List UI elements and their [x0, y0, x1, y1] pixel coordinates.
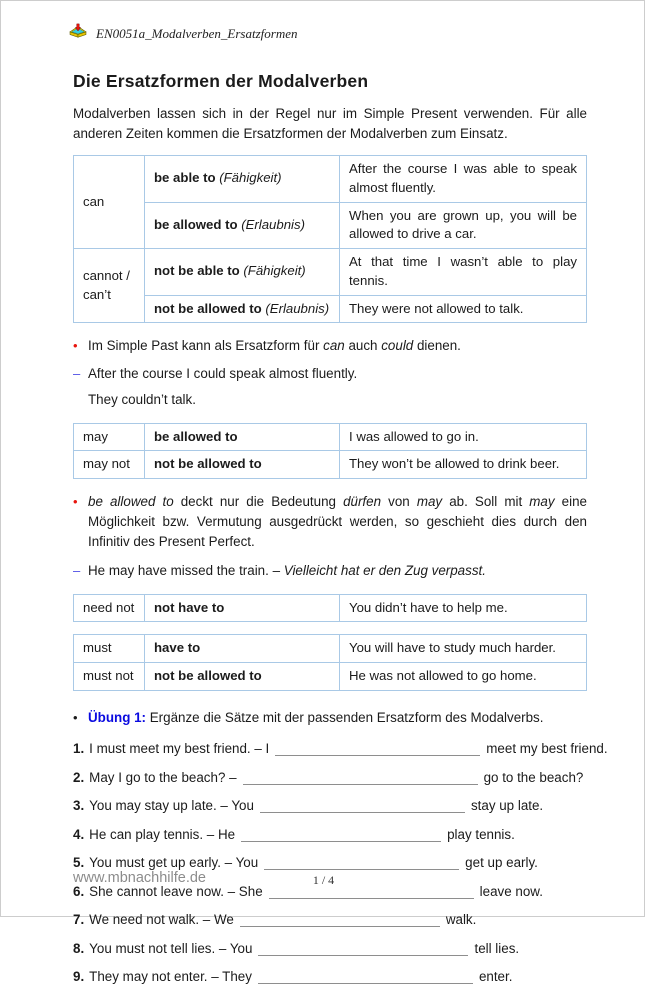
- item-sentence-pre: We need not walk. – We: [89, 912, 234, 928]
- example-cell: You will have to study much harder.: [340, 635, 587, 663]
- form-cell: have to: [145, 635, 340, 663]
- can-table: [73, 155, 587, 323]
- item-sentence-pre: She cannot leave now. – She: [89, 883, 263, 899]
- item-sentence-pre: You must not tell lies. – You: [89, 940, 253, 956]
- exercise-heading: [73, 708, 587, 728]
- item-sentence-post: leave now.: [479, 883, 543, 899]
- example-cell: I was allowed to go in.: [340, 423, 587, 451]
- item-sentence-pre: You must get up early. – You: [89, 855, 259, 871]
- item-number: 2.: [73, 769, 85, 785]
- red-bullet-icon: •: [73, 338, 78, 354]
- note-simple-past: [73, 336, 587, 356]
- table-row: [74, 295, 587, 323]
- form-cell: not be allowed to: [145, 451, 340, 479]
- example-line: [73, 364, 587, 384]
- book-logo-icon: [69, 23, 87, 44]
- modal-cell: must: [74, 635, 145, 663]
- table-row: [74, 635, 587, 663]
- note-text: be allowed to deckt nur die Bedeutung dürfen von may ab. Soll mit may eine Möglichkeit bzw. Vermutung ausgedrückt werden, so geschieht dies durch den Infinitiv des Present Perfect.: [88, 494, 587, 550]
- example-cell: At that time I wasn’t able to play tennis.: [340, 249, 587, 295]
- item-number: 1.: [73, 741, 85, 757]
- need-not-table: [73, 594, 587, 623]
- page-title: Die Ersatzformen der Modalverben: [73, 71, 369, 91]
- example-cell: When you are grown up, you will be allowed to drive a car.: [340, 202, 587, 248]
- intro-paragraph: Modalverben lassen sich in der Regel nur im Simple Present verwenden. Für alle anderen Zeiten kommen die Ersatzformen der Modalverben zum Einsatz.: [73, 106, 587, 141]
- table-row: [74, 594, 587, 622]
- modal-cell: may: [74, 423, 145, 451]
- item-sentence-post: stay up late.: [470, 798, 544, 814]
- exercise-item: [73, 770, 587, 785]
- exercise-item: [73, 798, 587, 813]
- black-bullet-icon: •: [73, 709, 78, 725]
- example-cell: They were not allowed to talk.: [340, 295, 587, 323]
- example-line: [73, 561, 587, 581]
- item-sentence-post: walk.: [445, 912, 477, 928]
- item-sentence-pre: May I go to the beach? –: [89, 769, 237, 785]
- table-row: [74, 249, 587, 295]
- table-row: [74, 662, 587, 690]
- item-sentence-post: play tennis.: [447, 826, 515, 842]
- item-number: 3.: [73, 798, 85, 814]
- item-number: 6.: [73, 883, 85, 899]
- table-row: [74, 451, 587, 479]
- document-header: [1, 1, 644, 44]
- item-sentence-post: get up early.: [465, 855, 538, 871]
- document-id: EN0051a_Modalverben_Ersatzformen: [96, 25, 298, 41]
- modal-cell: must not: [74, 662, 145, 690]
- fill-in-blank: [264, 856, 459, 870]
- modal-cell: can: [74, 156, 145, 249]
- item-number: 9.: [73, 969, 85, 984]
- exercise-label: Übung 1:: [88, 709, 147, 725]
- red-bullet-icon: •: [73, 494, 78, 510]
- modal-cell: need not: [74, 594, 145, 622]
- form-cell: not be allowed to: [145, 662, 340, 690]
- example-cell: After the course I was able to speak almost fluently.: [340, 156, 587, 202]
- exercise-item: [73, 741, 608, 757]
- form-cell: be allowed to: [145, 423, 340, 451]
- table-row: [74, 423, 587, 451]
- fill-in-blank: [260, 799, 465, 813]
- item-sentence-pre: They may not enter. – They: [89, 969, 252, 984]
- fill-in-blank: [241, 828, 441, 842]
- modal-cell: cannot / can’t: [74, 249, 145, 323]
- example-cell: You didn’t have to help me.: [340, 594, 587, 622]
- exercise-instruction: Übung 1: Ergänze die Sätze mit der passenden Ersatzform des Modalverbs.: [88, 709, 544, 725]
- may-table: [73, 423, 587, 479]
- exercise-item: [73, 969, 587, 984]
- item-sentence-pre: I must meet my best friend. – I: [89, 741, 270, 757]
- fill-in-blank: [275, 742, 480, 756]
- table-row: [74, 156, 587, 202]
- must-table: [73, 634, 587, 690]
- item-sentence-post: enter.: [478, 969, 513, 984]
- form-cell: be able to (Fähigkeit): [145, 156, 340, 202]
- exercise-item: [73, 941, 587, 956]
- modal-cell: may not: [74, 451, 145, 479]
- form-cell: not be allowed to (Erlaubnis): [145, 295, 340, 323]
- fill-in-blank: [258, 970, 473, 984]
- item-sentence-post: meet my best friend.: [486, 741, 608, 757]
- item-number: 8.: [73, 940, 85, 956]
- item-sentence-pre: He can play tennis. – He: [89, 826, 236, 842]
- footer-website: www.mbnachhilfe.de: [73, 870, 206, 886]
- item-sentence-post: tell lies.: [474, 940, 520, 956]
- blue-dash-icon: –: [73, 563, 81, 579]
- exercise-item: [73, 827, 587, 842]
- fill-in-blank: [240, 913, 440, 927]
- exercise-item: [73, 912, 587, 927]
- example-text: He may have missed the train. – Vielleicht hat er den Zug verpasst.: [88, 563, 486, 579]
- exercise-list: [73, 741, 608, 984]
- item-sentence-post: go to the beach?: [483, 769, 584, 785]
- example-line-2: They couldn’t talk.: [88, 392, 196, 408]
- blue-dash-icon: –: [73, 366, 81, 382]
- form-cell: not have to: [145, 594, 340, 622]
- fill-in-blank: [258, 942, 468, 956]
- fill-in-blank: [243, 771, 478, 785]
- note-text: Im Simple Past kann als Ersatzform für can auch could dienen.: [88, 338, 461, 354]
- example-text: After the course I could speak almost fluently.: [88, 366, 358, 382]
- example-cell: He was not allowed to go home.: [340, 662, 587, 690]
- item-sentence-pre: You may stay up late. – You: [89, 798, 254, 814]
- footer-page-number: 1 / 4: [312, 873, 335, 887]
- item-number: 5.: [73, 855, 85, 871]
- form-cell: not be able to (Fähigkeit): [145, 249, 340, 295]
- exercise-item: [73, 855, 587, 870]
- example-cell: They won’t be allowed to drink beer.: [340, 451, 587, 479]
- note-be-allowed-to: [73, 492, 587, 552]
- table-row: [74, 202, 587, 248]
- item-number: 4.: [73, 826, 85, 842]
- item-number: 7.: [73, 912, 85, 928]
- form-cell: be allowed to (Erlaubnis): [145, 202, 340, 248]
